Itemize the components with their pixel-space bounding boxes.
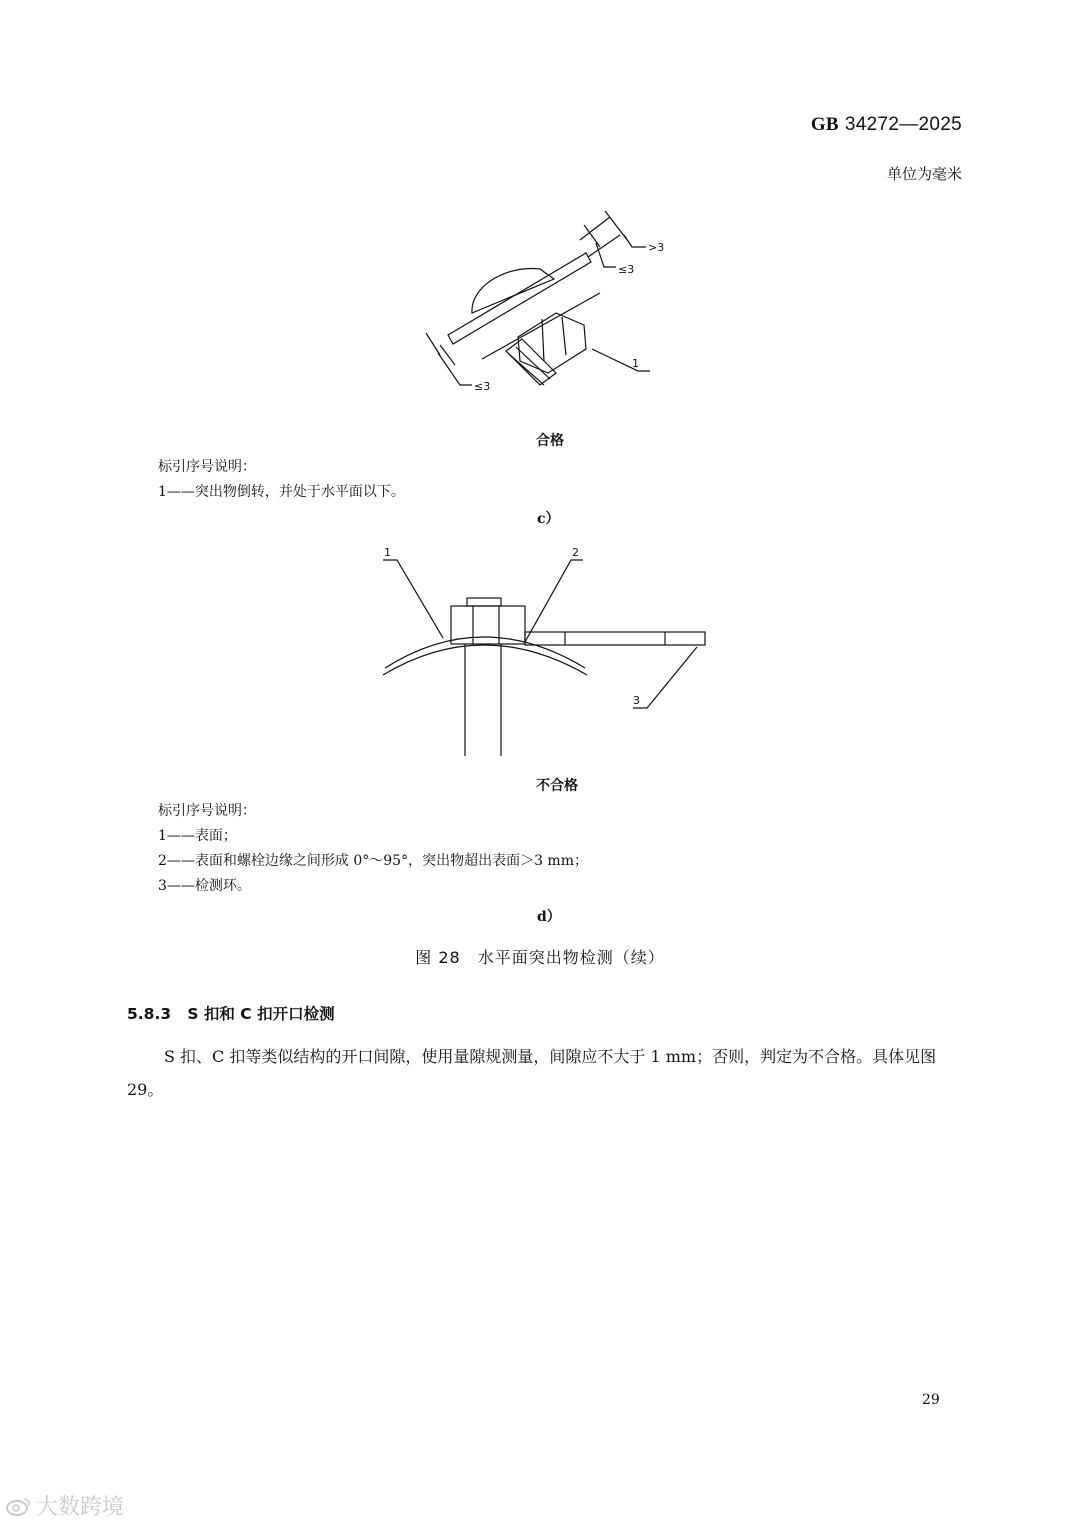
figure-c-legend (158, 455, 405, 505)
figure-c-caption: 合格 (536, 433, 564, 449)
callout-3: 3 (633, 694, 640, 707)
section-heading (127, 1002, 335, 1024)
standard-number: 34272—2025 (844, 114, 962, 135)
legend-item: 2——表面和螺栓边缘之间形成 0°～95°，突出物超出表面＞3 mm； (158, 853, 588, 869)
surface-line (482, 293, 600, 359)
figure-c-drawing (410, 195, 700, 425)
dim-label-le3-bottom: ≤3 (474, 380, 491, 393)
curved-surface (383, 645, 587, 675)
legend-title: 标引序号说明： (158, 803, 256, 819)
figure-title: 图 28 水平面突出物检测（续） (415, 948, 665, 967)
hex-nut (518, 313, 586, 373)
tilted-plate (448, 253, 591, 344)
legend-item: 1——突出物倒转，并处于水平面以下。 (158, 484, 405, 500)
standard-prefix: GB (810, 114, 839, 135)
section-number: 5.8.3 (127, 1005, 172, 1023)
figure-d-legend (158, 799, 588, 899)
detection-ring (525, 632, 705, 645)
body-paragraph: S 扣、C 扣等类似结构的开口间隙，使用量隙规测量，间隙应不大于 1 mm；否则，判定为不合格。具体见图 29。 (127, 1047, 937, 1099)
legend-item: 1——表面； (158, 828, 237, 844)
section-title: S 扣和 C 扣开口检测 (187, 1005, 335, 1023)
dim-label-le3-top: ≤3 (618, 263, 635, 276)
legend-title: 标引序号说明： (158, 459, 256, 475)
weibo-icon (6, 1496, 32, 1516)
dim-label-gt3: >3 (648, 241, 665, 254)
page-number: 29 (922, 1392, 940, 1408)
legend-item: 3——检测环。 (158, 878, 251, 894)
unit-note: 单位为毫米 (886, 165, 962, 183)
figure-d-label: d） (537, 909, 561, 925)
standard-code (811, 114, 962, 136)
figure-d-caption: 不合格 (536, 778, 578, 794)
callout-1: 1 (632, 357, 639, 370)
figure-d-drawing (375, 540, 720, 765)
callout-2: 2 (572, 546, 579, 559)
callout-1: 1 (384, 546, 391, 559)
figure-c-label: c） (537, 511, 560, 527)
watermark (6, 1490, 124, 1521)
watermark-text: 大数跨境 (36, 1495, 125, 1520)
